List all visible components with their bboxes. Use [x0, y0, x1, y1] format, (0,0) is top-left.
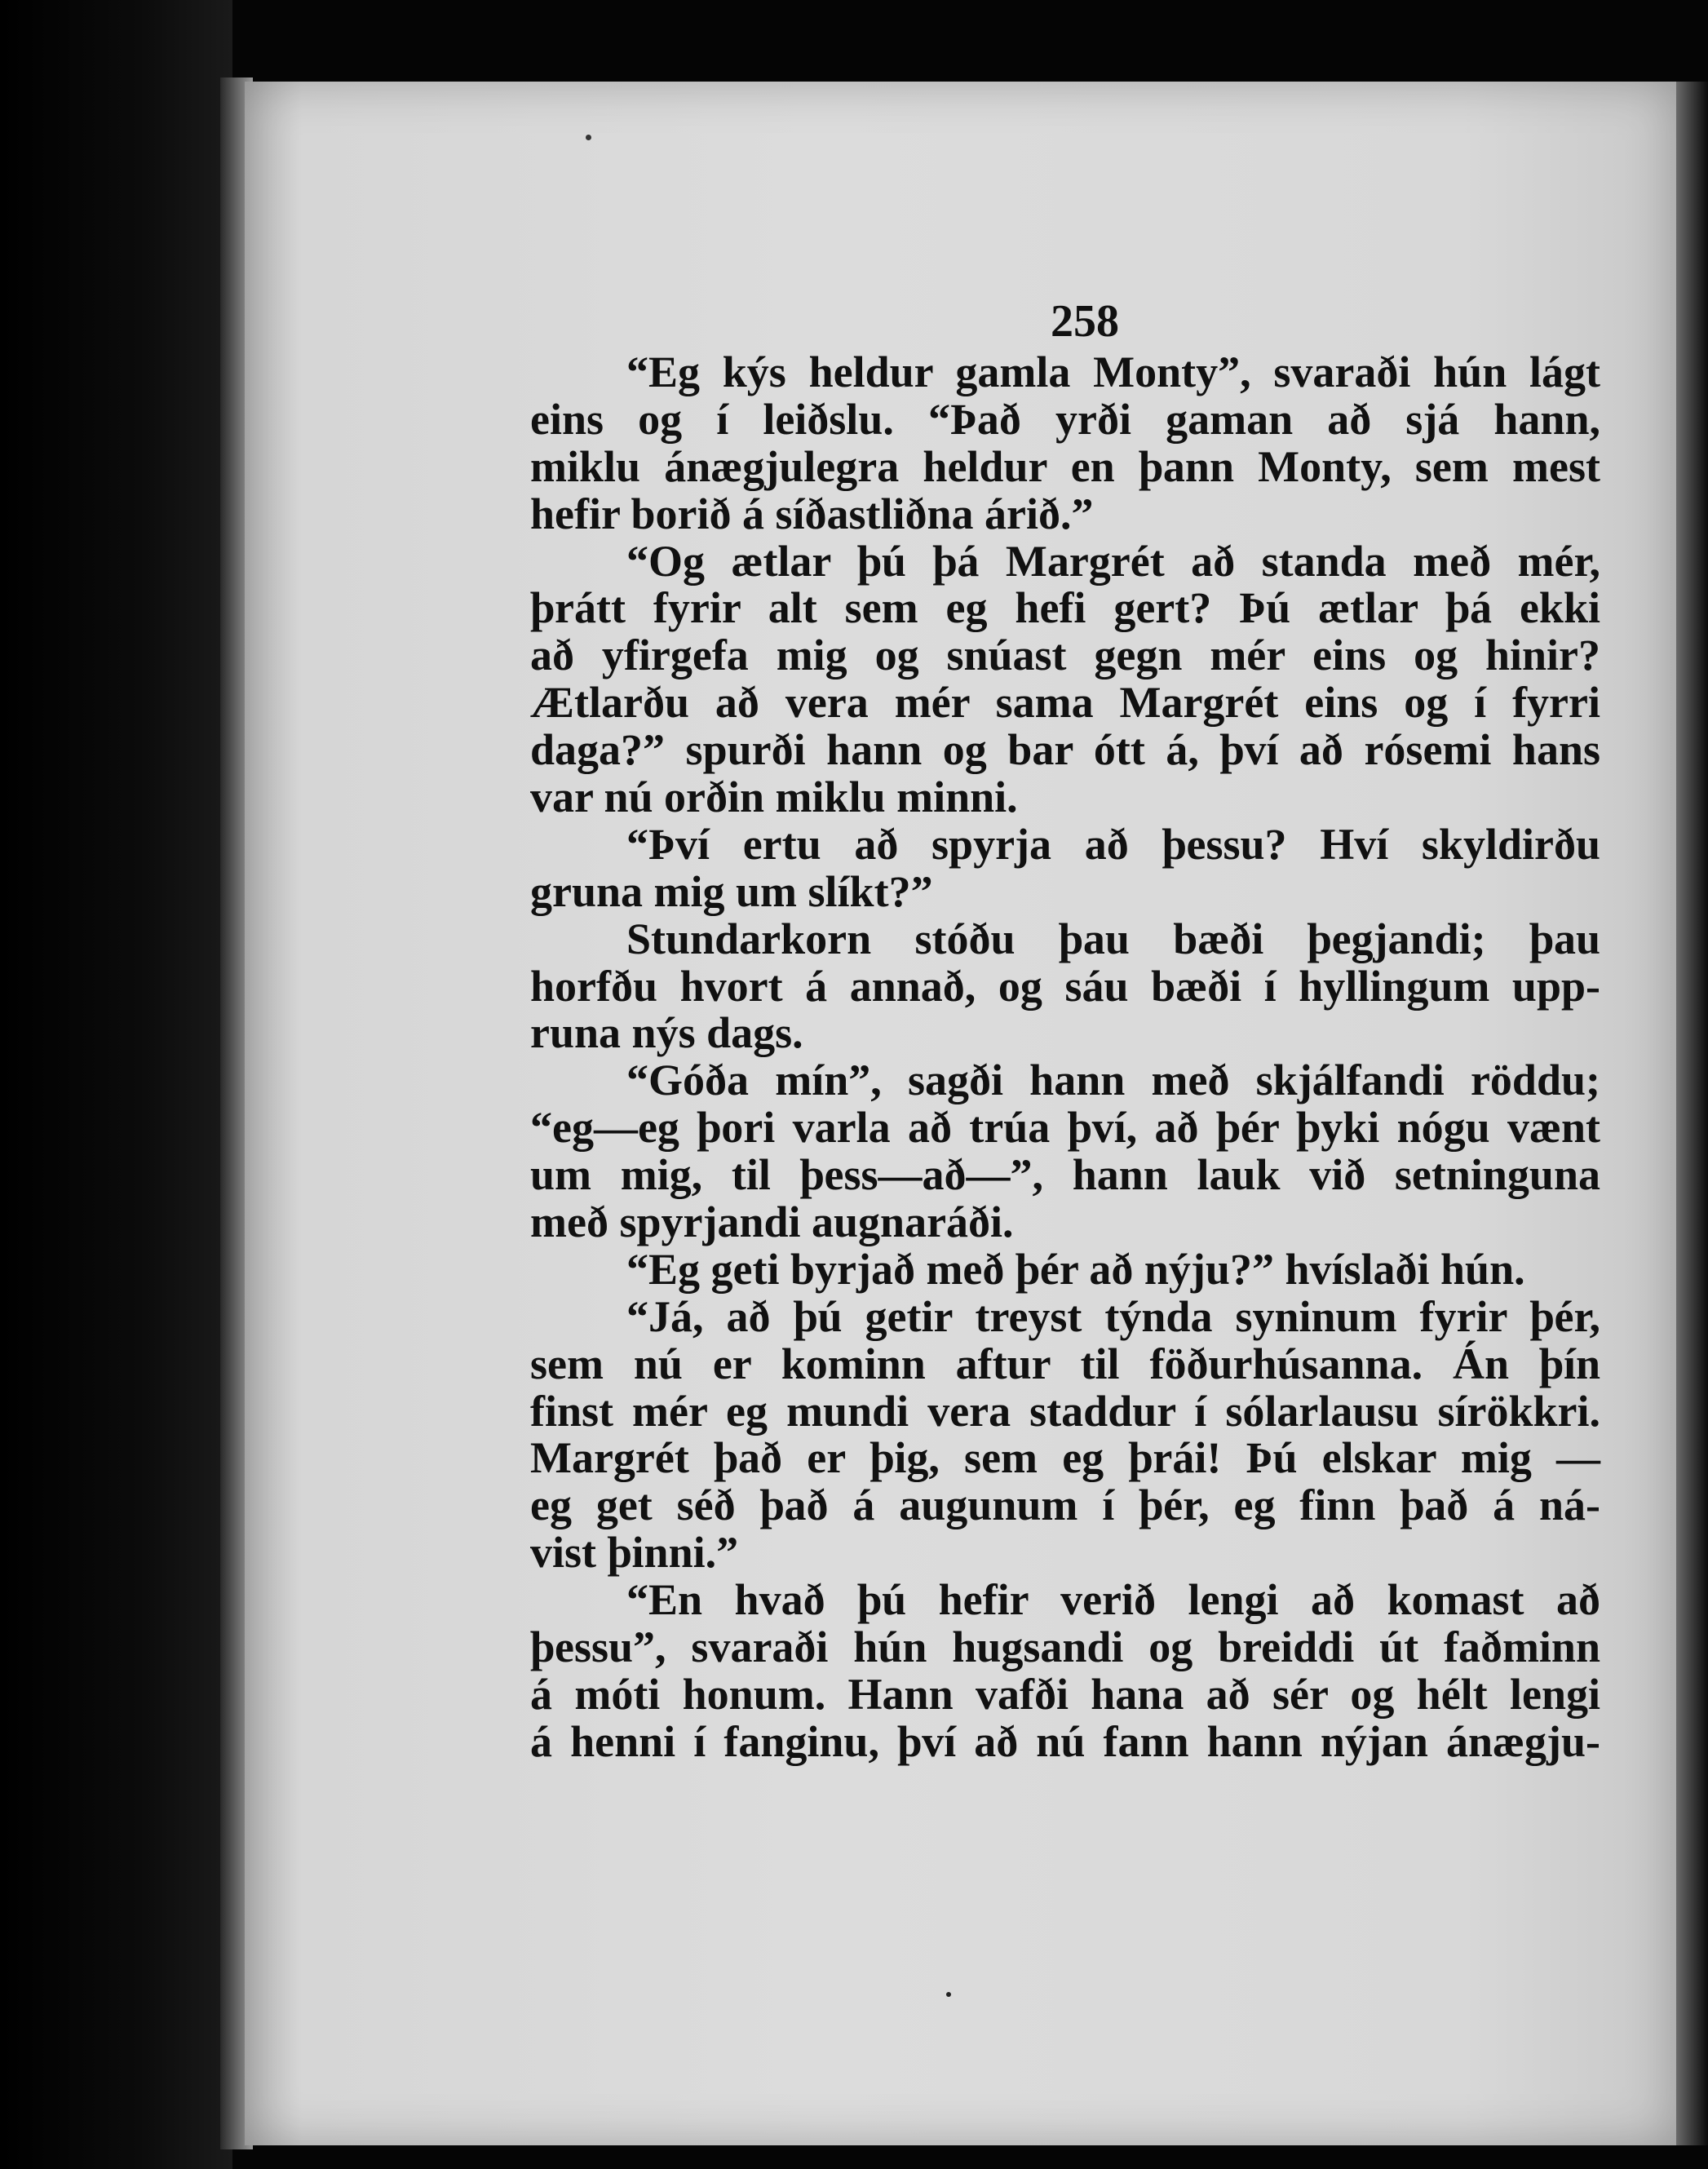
text-line: “Því ertu að spyrja að þessu? Hví skyldirðu	[626, 819, 1600, 869]
speck-mark	[586, 135, 591, 140]
text-line: “eg—eg þori varla að trúa því, að þér þyki nógu vænt	[530, 1103, 1600, 1153]
text-line: horfðu hvort á annað, og sáu bæði í hyllingum upp-	[530, 961, 1600, 1011]
text-line: finst mér eg mundi vera staddur í sólarlausu sírökkri.	[530, 1386, 1600, 1436]
text-line: “Eg geti byrjað með þér að nýju?” hvíslaði hún.	[626, 1244, 1525, 1294]
text-line: hefir borið á síðastliðna árið.”	[530, 489, 1094, 538]
text-line: vist þinni.”	[530, 1528, 739, 1578]
book-binding-edge	[0, 0, 232, 2169]
text-line: miklu ánægjulegra heldur en þann Monty, sem mest	[530, 441, 1600, 491]
text-line: “En hvað þú hefir verið lengi að komast að	[626, 1575, 1600, 1625]
text-line: gruna mig um slíkt?”	[530, 866, 933, 916]
text-line: “Eg kýs heldur gamla Monty”, svaraði hún lágt	[626, 347, 1600, 396]
text-line: þrátt fyrir alt sem eg hefi gert? Þú ætlar þá ekki	[530, 583, 1600, 633]
text-line: “Og ætlar þú þá Margrét að standa með mér,	[626, 536, 1600, 586]
speck-mark	[946, 1992, 951, 1997]
page-right-edge	[1676, 82, 1708, 2145]
text-line: að yfirgefa mig og snúast gegn mér eins og hinir?	[530, 631, 1600, 680]
text-line: með spyrjandi augnaráði.	[530, 1197, 1014, 1247]
text-line: daga?” spurði hann og bar ótt á, því að rósemi hans	[530, 725, 1600, 775]
text-line: um mig, til þess—að—”, hann lauk við setninguna	[530, 1150, 1600, 1200]
text-line: þessu”, svaraði hún hugsandi og breiddi út faðminn	[530, 1622, 1600, 1672]
text-line: á móti honum. Hann vafði hana að sér og hélt lengi	[530, 1669, 1600, 1719]
text-line: Stundarkorn stóðu þau bæði þegjandi; þau	[626, 914, 1600, 963]
text-line: Ætlarðu að vera mér sama Margrét eins og í fyrri	[530, 678, 1600, 728]
text-line: Margrét það er þig, sem eg þrái! Þú elskar mig —	[530, 1433, 1600, 1483]
page-number: 258	[1051, 296, 1119, 347]
text-line: eg get séð það á augunum í þér, eg finn það á ná-	[530, 1481, 1600, 1530]
text-line: eins og í leiðslu. “Það yrði gaman að sjá hann,	[530, 394, 1600, 444]
text-line: var nú orðin miklu minni.	[530, 772, 1018, 822]
text-line: “Já, að þú getir treyst týnda syninum fyrir þér,	[626, 1291, 1600, 1341]
text-line: sem nú er kominn aftur til föðurhúsanna. Án þín	[530, 1339, 1600, 1388]
text-line: “Góða mín”, sagði hann með skjálfandi röddu;	[626, 1056, 1600, 1105]
text-line: runa nýs dags.	[530, 1008, 803, 1058]
text-line: á henni í fanginu, því að nú fann hann nýjan ánægju-	[530, 1716, 1600, 1766]
body-text	[530, 349, 1600, 1766]
